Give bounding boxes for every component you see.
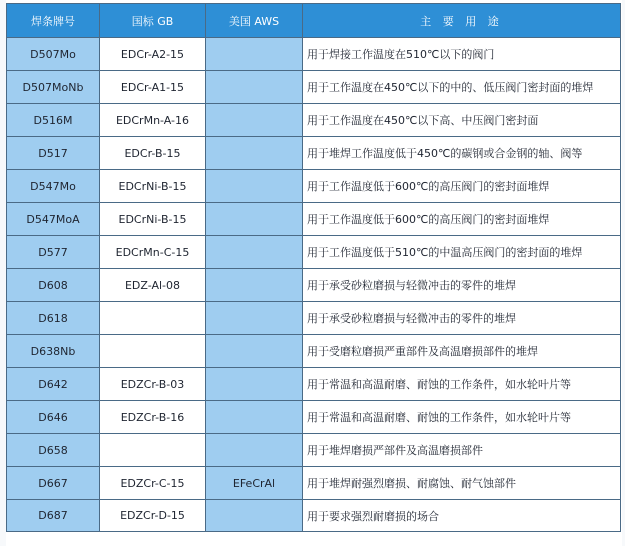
- table-row: [7, 401, 621, 434]
- gb-cell: [100, 302, 206, 335]
- aws-cell: [206, 71, 303, 104]
- aws-cell: EFeCrAl: [206, 467, 303, 500]
- gb-cell: EDCrMn-C-15: [100, 236, 206, 269]
- aws-cell: [206, 302, 303, 335]
- model-cell: D642: [7, 368, 100, 401]
- header-use: 主 要 用 途: [303, 4, 621, 38]
- table-row: [7, 434, 621, 467]
- use-cell: 用于受磨粒磨损严重部件及高温磨损部件的堆焊: [303, 335, 621, 368]
- aws-cell: [206, 236, 303, 269]
- table-row: [7, 302, 621, 335]
- table-row: [7, 236, 621, 269]
- table-body: [7, 38, 621, 532]
- aws-cell: [206, 368, 303, 401]
- aws-cell: [206, 335, 303, 368]
- gb-cell: EDCrMn-A-16: [100, 104, 206, 137]
- table-row: [7, 104, 621, 137]
- model-cell: D507Mo: [7, 38, 100, 71]
- model-cell: D517: [7, 137, 100, 170]
- use-cell: 用于承受砂粒磨损与轻微冲击的零件的堆焊: [303, 269, 621, 302]
- aws-cell: [206, 170, 303, 203]
- model-cell: D577: [7, 236, 100, 269]
- header-gb: 国标 GB: [100, 4, 206, 38]
- model-cell: D516M: [7, 104, 100, 137]
- gb-cell: EDCrNi-B-15: [100, 170, 206, 203]
- aws-cell: [206, 137, 303, 170]
- use-cell: 用于工作温度在450℃以下的中的、低压阀门密封面的堆焊: [303, 71, 621, 104]
- use-cell: 用于工作温度低于510℃的中温高压阀门的密封面的堆焊: [303, 236, 621, 269]
- table-row: [7, 467, 621, 500]
- use-cell: 用于堆焊磨损严部件及高温磨损部件: [303, 434, 621, 467]
- header-aws: 美国 AWS: [206, 4, 303, 38]
- table-row: [7, 203, 621, 236]
- gb-cell: EDZCr-C-15: [100, 467, 206, 500]
- gb-cell: EDCr-A1-15: [100, 71, 206, 104]
- use-cell: 用于承受砂粒磨损与轻微冲击的零件的堆焊: [303, 302, 621, 335]
- table-row: [7, 137, 621, 170]
- use-cell: 用于堆焊工作温度低于450℃的碳钢或合金钢的轴、阀等: [303, 137, 621, 170]
- model-cell: D507MoNb: [7, 71, 100, 104]
- aws-cell: [206, 38, 303, 71]
- table-page: [6, 0, 622, 546]
- table-row: [7, 500, 621, 532]
- model-cell: D547MoA: [7, 203, 100, 236]
- gb-cell: EDZCr-B-16: [100, 401, 206, 434]
- table-row: [7, 38, 621, 71]
- model-cell: D547Mo: [7, 170, 100, 203]
- aws-cell: [206, 104, 303, 137]
- model-cell: D618: [7, 302, 100, 335]
- model-cell: D687: [7, 500, 100, 532]
- model-cell: D608: [7, 269, 100, 302]
- aws-cell: [206, 269, 303, 302]
- use-cell: 用于要求强烈耐磨损的场合: [303, 500, 621, 532]
- electrode-table: [6, 3, 621, 532]
- gb-cell: [100, 335, 206, 368]
- model-cell: D658: [7, 434, 100, 467]
- use-cell: 用于工作温度低于600℃的高压阀门的密封面堆焊: [303, 170, 621, 203]
- table-row: [7, 335, 621, 368]
- use-cell: 用于工作温度在450℃以下高、中压阀门密封面: [303, 104, 621, 137]
- table-row: [7, 368, 621, 401]
- gb-cell: EDZCr-D-15: [100, 500, 206, 532]
- gb-cell: EDZ-Al-08: [100, 269, 206, 302]
- use-cell: 用于常温和高温耐磨、耐蚀的工作条件，如水轮叶片等: [303, 401, 621, 434]
- use-cell: 用于常温和高温耐磨、耐蚀的工作条件，如水轮叶片等: [303, 368, 621, 401]
- gb-cell: EDZCr-B-03: [100, 368, 206, 401]
- gb-cell: EDCr-A2-15: [100, 38, 206, 71]
- table-row: [7, 170, 621, 203]
- header-row: [7, 4, 621, 38]
- gb-cell: EDCr-B-15: [100, 137, 206, 170]
- use-cell: 用于工作温度低于600℃的高压阀门的密封面堆焊: [303, 203, 621, 236]
- model-cell: D667: [7, 467, 100, 500]
- aws-cell: [206, 203, 303, 236]
- aws-cell: [206, 500, 303, 532]
- aws-cell: [206, 434, 303, 467]
- gb-cell: [100, 434, 206, 467]
- table-row: [7, 71, 621, 104]
- model-cell: D646: [7, 401, 100, 434]
- gb-cell: EDCrNi-B-15: [100, 203, 206, 236]
- use-cell: 用于堆焊耐强烈磨损、耐腐蚀、耐气蚀部件: [303, 467, 621, 500]
- header-model: 焊条牌号: [7, 4, 100, 38]
- use-cell: 用于焊接工作温度在510℃以下的阀门: [303, 38, 621, 71]
- aws-cell: [206, 401, 303, 434]
- table-row: [7, 269, 621, 302]
- model-cell: D638Nb: [7, 335, 100, 368]
